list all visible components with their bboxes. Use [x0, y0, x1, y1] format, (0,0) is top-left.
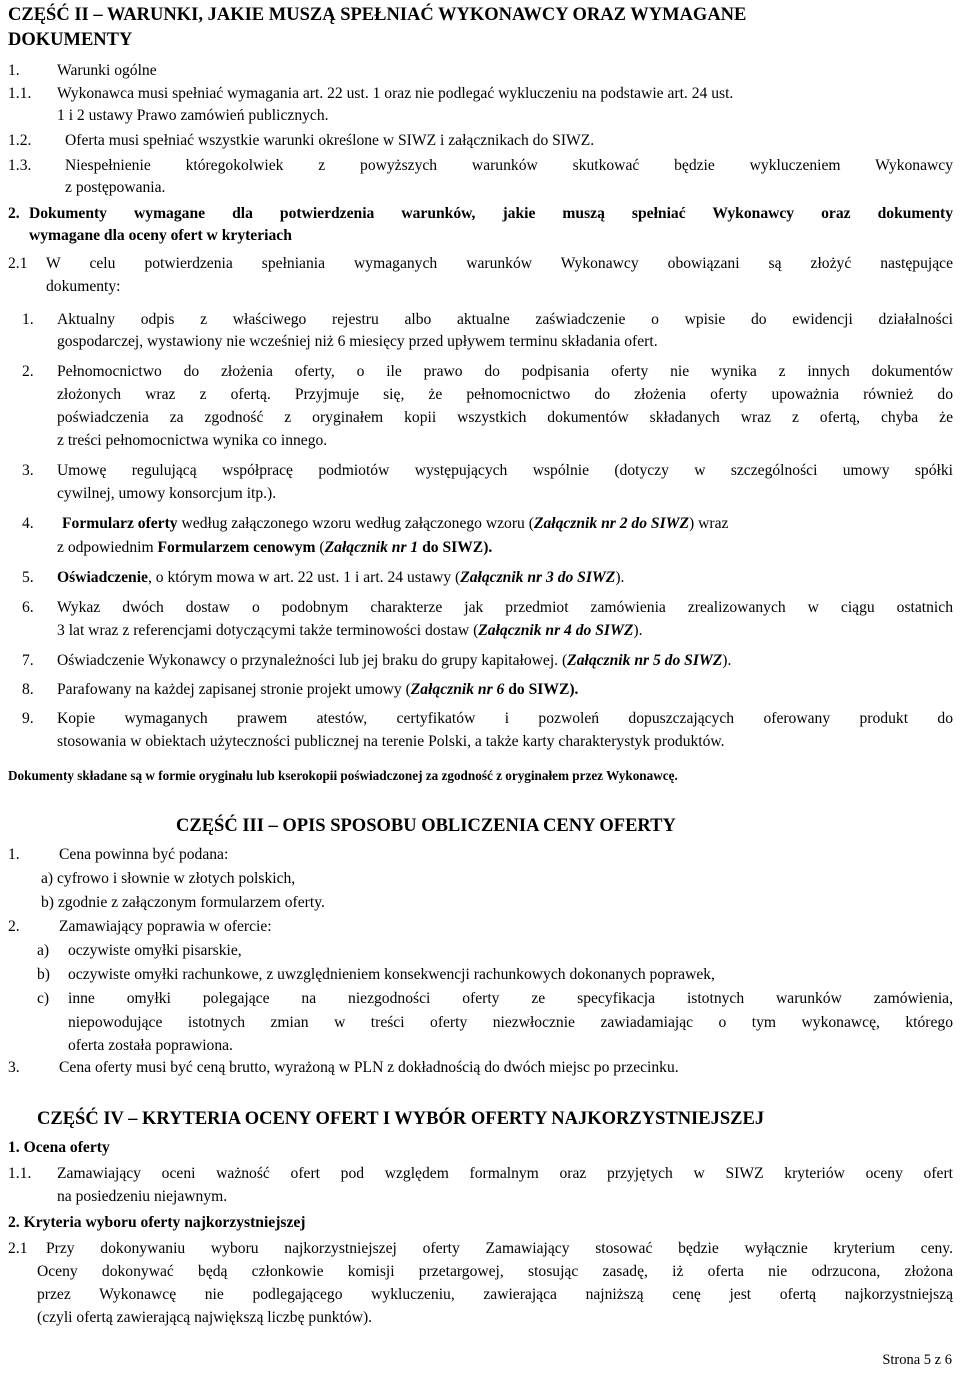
item4-text: według załączonego wzoru według załączonego wzoru (: [177, 515, 534, 532]
item7-text: Oświadczenie Wykonawcy o przynależności lub jej braku do grupy kapitałowej. (: [57, 652, 568, 669]
item4-line2-mid: (: [315, 539, 325, 556]
documents-note: Dokumenty składane są w formie oryginału lub kserokopii poświadczonej za zgodność z oryginałem przez Wykonawcę.: [8, 768, 678, 783]
item7-number: 7.: [22, 652, 34, 669]
item3-number: 3.: [22, 462, 34, 479]
item2-line3: poświadczenia za zgodność z oryginałem kopii wszystkich dokumentów składanych wraz z ofertą, chyba że: [57, 409, 953, 426]
item1-line2: gospodarczej, wystawiony nie wcześniej niż 6 miesięcy przed upływem terminu składania ofert.: [57, 333, 658, 350]
p11-number: 1.1.: [8, 85, 32, 102]
item4-line2-bold: Formularzem cenowym: [157, 539, 316, 556]
item6-line2: [57, 621, 642, 640]
p11-line2: 1 i 2 ustawy Prawo zamówień publicznych.: [57, 107, 329, 124]
section2-title-line2: wymagane dla oceny ofert w kryteriach: [29, 227, 292, 244]
item5-attachment: Załącznik nr 3 do SIWZ: [460, 569, 616, 586]
item2-line1: Pełnomocnictwo do złożenia oferty, o ile prawo do podpisania oferty nie wynika z innych dokumentów: [57, 363, 953, 380]
p21-line1: W celu potwierdzenia spełniania wymaganych warunków Wykonawcy obowiązani są złożyć następujące: [46, 255, 953, 272]
item4-line2-attachment: Załącznik nr 1: [324, 539, 419, 556]
p4-section1: 1. Ocena oferty: [8, 1139, 110, 1156]
part2-title-line1: CZĘŚĆ II – WARUNKI, JAKIE MUSZĄ SPEŁNIAĆ WYKONAWCY ORAZ WYMAGANE: [8, 5, 747, 25]
p4-21-line4: (czyli ofertą zawierającą największą liczbę punktów).: [37, 1309, 373, 1326]
item6-end: ).: [633, 622, 643, 639]
p13-line1: Niespełnienie któregokolwiek z powyższych warunków skutkować będzie wykluczeniem Wykonawcy: [65, 157, 953, 174]
p3-2a-number: a): [37, 942, 50, 959]
p4-11-number: 1.1.: [8, 1165, 32, 1182]
p3-2b-text: oczywiste omyłki rachunkowe, z uwzględnieniem konsekwencji rachunkowych dokonanych poprawek,: [68, 966, 715, 983]
p3-3-text: Cena oferty musi być ceną brutto, wyrażoną w PLN z dokładnością do dwóch miejsc po przecinku.: [59, 1059, 679, 1076]
item8-line: [57, 680, 578, 699]
p3-1a: a) cyfrowo i słownie w złotych polskich,: [41, 870, 296, 887]
p3-2-number: 2.: [8, 918, 20, 935]
section1-title: Warunki ogólne: [57, 62, 157, 79]
item2-number: 2.: [22, 363, 34, 380]
item6-attachment: Załącznik nr 4 do SIWZ: [478, 622, 634, 639]
p12-number: 1.2.: [8, 132, 32, 149]
p4-11-line1: Zamawiający oceni ważność ofert pod względem formalnym oraz przyjętych w SIWZ kryteriów oceny ofert: [57, 1165, 953, 1182]
section2-number: 2.: [8, 205, 20, 222]
item5-bold: Oświadczenie: [57, 569, 148, 586]
item3-line1: Umowę regulującą współpracę podmiotów występujących wspólnie (dotyczy w szczególności umowy spółki: [57, 462, 953, 479]
item8-end: do SIWZ).: [504, 681, 579, 698]
item1-line1: Aktualny odpis z właściwego rejestru albo aktualne zaświadczenie o wpisie do ewidencji działalności: [57, 311, 953, 328]
item7-line: [57, 651, 731, 670]
p4-21-line1: Przy dokonywaniu wyboru najkorzystniejszej oferty Zamawiający stosować będzie wyłącznie kryterium ceny.: [46, 1240, 953, 1257]
item2-line2: złożonych wraz z ofertą. Przyjmuje się, że pełnomocnictwo do złożenia oferty upoważnia również do: [57, 386, 953, 403]
item2-line4: z treści pełnomocnictwa wynika co innego.: [57, 432, 328, 449]
p12-text: Oferta musi spełniać wszystkie warunki określone w SIWZ i załącznikach do SIWZ.: [65, 132, 595, 149]
item4-line2: [57, 538, 492, 557]
p3-2b-number: b): [37, 966, 50, 983]
item5-end: ).: [615, 569, 625, 586]
item9-number: 9.: [22, 710, 34, 727]
p3-2-text: Zamawiający poprawia w ofercie:: [59, 918, 272, 935]
p4-21-line3: przez Wykonawcę nie podlegającego wykluczeniu, zawierająca najniższą cenę jest ofertą najkorzystniejszą: [37, 1286, 953, 1303]
p3-1-text: Cena powinna być podana:: [59, 846, 229, 863]
item6-number: 6.: [22, 599, 34, 616]
item7-end: ).: [722, 652, 732, 669]
item5-number: 5.: [22, 569, 34, 586]
item8-attachment: Załącznik nr 6: [410, 681, 505, 698]
item3-line2: cywilnej, umowy konsorcjum itp.).: [57, 485, 277, 502]
item4-line1: [62, 514, 728, 533]
p3-2c-line3: oferta została poprawiona.: [68, 1037, 233, 1054]
item4-attachment: Załącznik nr 2 do SIWZ: [533, 515, 690, 532]
p3-2c-number: c): [37, 990, 50, 1007]
item4-bold: Formularz oferty: [62, 515, 178, 532]
p13-number: 1.3.: [8, 157, 32, 174]
p3-2c-line1: inne omyłki polegające na niezgodności oferty ze specyfikacja istotnych warunków zamówienia,: [68, 990, 953, 1007]
item4-line2-end: do SIWZ).: [418, 539, 493, 556]
part4-title: CZĘŚĆ IV – KRYTERIA OCENY OFERT I WYBÓR OFERTY NAJKORZYSTNIEJSZEJ: [37, 1109, 765, 1129]
item4-end: ) wraz: [689, 515, 729, 532]
item9-line2: stosowania w obiektach użyteczności publicznej na terenie Polski, a także karty charakterystyk produktów.: [57, 733, 725, 750]
item8-text: Parafowany na każdej zapisanej stronie projekt umowy (: [57, 681, 411, 698]
p13-line2: z postępowania.: [65, 179, 166, 196]
p21-line2: dokumenty:: [46, 278, 121, 295]
section2-title-line1: Dokumenty wymagane dla potwierdzenia warunków, jakie muszą spełniać Wykonawcy oraz dokumenty: [29, 205, 953, 222]
item9-line1: Kopie wymaganych prawem atestów, certyfikatów i pozwoleń dopuszczających oferowany produkt do: [57, 710, 953, 727]
item6-line2-text: 3 lat wraz z referencjami dotyczącymi także terminowości dostaw (: [57, 622, 479, 639]
p4-section2: 2. Kryteria wyboru oferty najkorzystniejszej: [8, 1214, 306, 1231]
item5-line: [57, 568, 624, 587]
p4-21-number: 2.1: [8, 1240, 28, 1257]
item7-attachment: Załącznik nr 5 do SIWZ: [567, 652, 723, 669]
p3-2a-text: oczywiste omyłki pisarskie,: [68, 942, 242, 959]
p21-number: 2.1: [8, 255, 28, 272]
p3-3-number: 3.: [8, 1059, 20, 1076]
p11-line1: Wykonawca musi spełniać wymagania art. 22 ust. 1 oraz nie podlegać wykluczeniu na podstawie art. 24 ust.: [57, 85, 734, 102]
page-number: Strona 5 z 6: [882, 1352, 952, 1368]
item4-line2-text: z odpowiednim: [57, 539, 158, 556]
p4-21-line2: Oceny dokonywać będą członkowie komisji przetargowej, stosując zasadę, iż oferta nie odrzucona, złożona: [37, 1263, 953, 1280]
item4-number: 4.: [22, 515, 34, 532]
p3-2c-line2: niepowodujące istotnych zmian w treści oferty niezwłocznie zawiadamiając o tym wykonawcę, którego: [68, 1014, 953, 1031]
p4-11-line2: na posiedzeniu niejawnym.: [57, 1188, 228, 1205]
part2-title-line2: DOKUMENTY: [8, 30, 133, 50]
item8-number: 8.: [22, 681, 34, 698]
p3-1-number: 1.: [8, 846, 20, 863]
part3-title: CZĘŚĆ III – OPIS SPOSOBU OBLICZENIA CENY OFERTY: [176, 816, 676, 836]
item5-text: , o którym mowa w art. 22 ust. 1 i art. 24 ustawy (: [147, 569, 461, 586]
p3-1b: b) zgodnie z załączonym formularzem oferty.: [41, 894, 325, 911]
item1-number: 1.: [22, 311, 34, 328]
item6-line1: Wykaz dwóch dostaw o podobnym charakterze jak przedmiot zamówienia zrealizowanych w ciągu ostatnich: [57, 599, 953, 616]
section1-number: 1.: [8, 62, 20, 79]
